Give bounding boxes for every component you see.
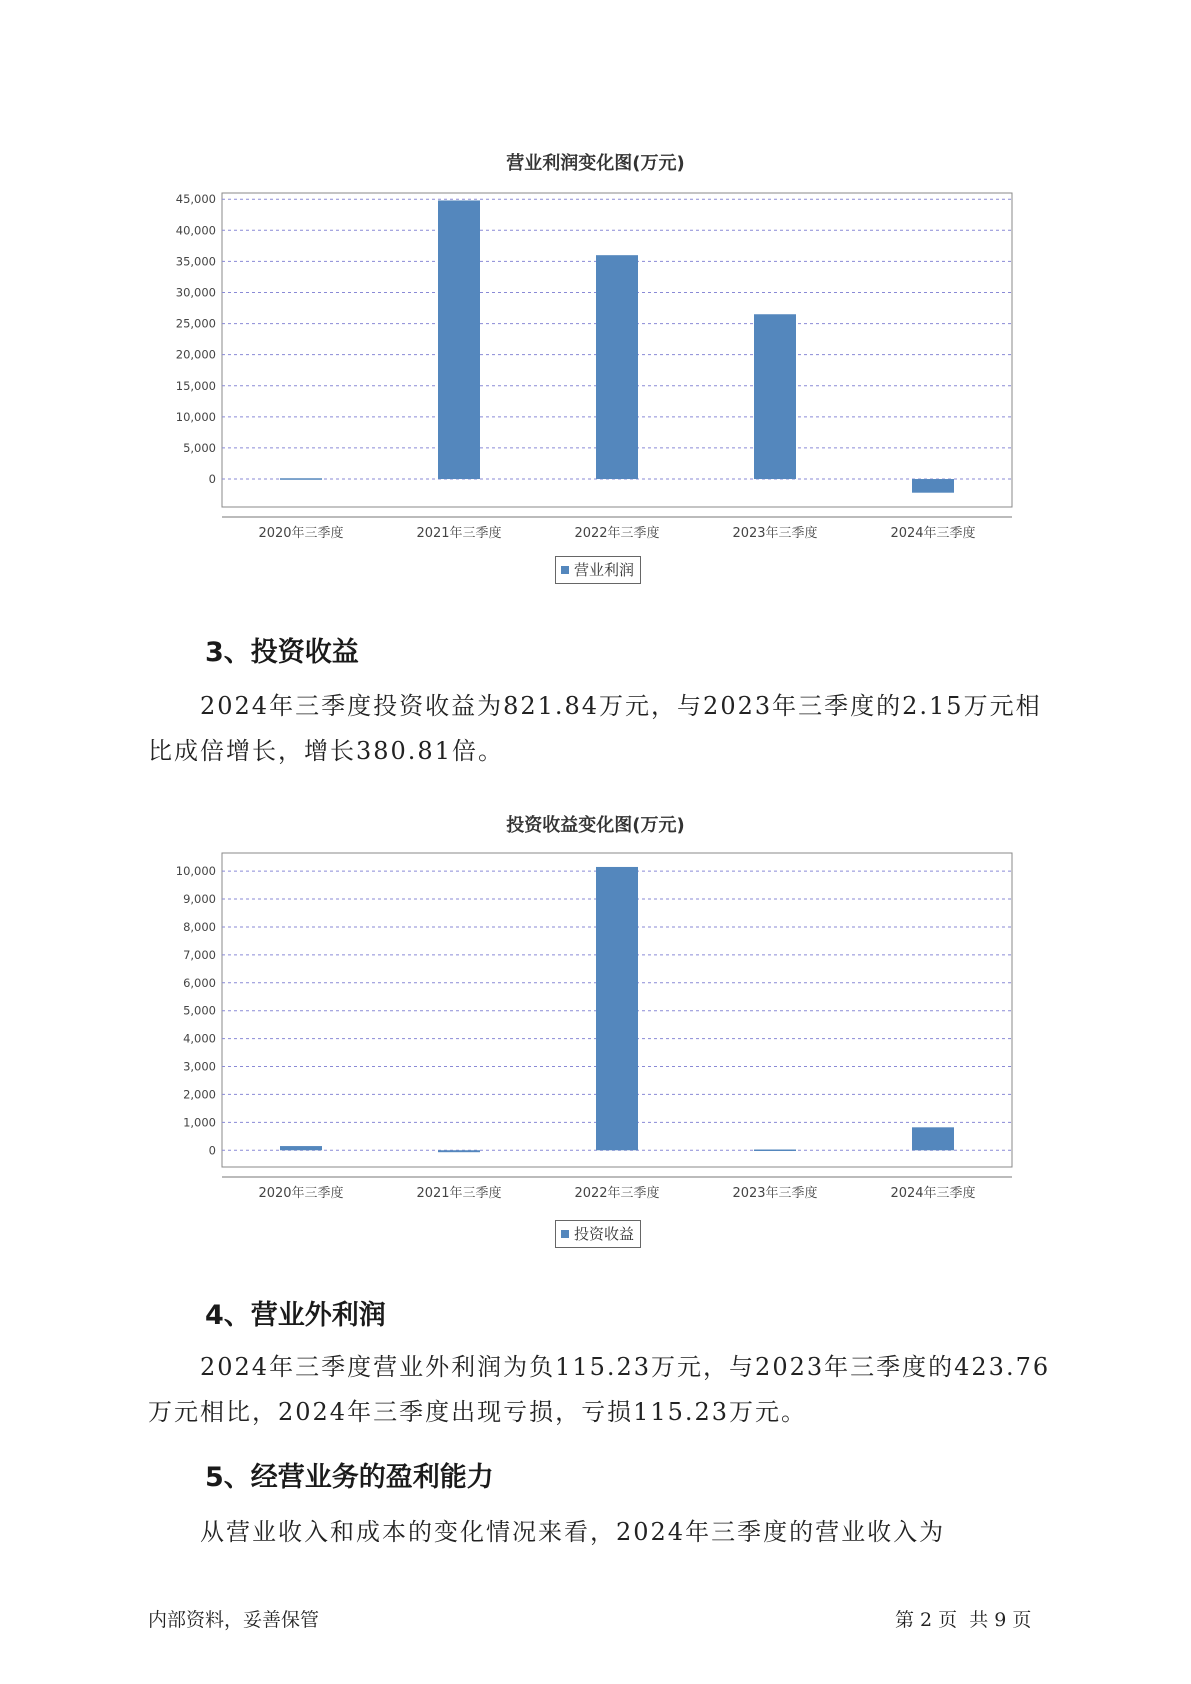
chart2-bar: [912, 1127, 954, 1150]
footer-left: 内部资料，妥善保管: [148, 1609, 320, 1631]
section4-heading: 4、营业外利润: [205, 1300, 386, 1331]
chart1-y-tick-label: 5,000: [183, 440, 216, 455]
chart2-y-tick-label: 8,000: [183, 919, 216, 934]
chart2-x-tick-label: 2022年三季度: [574, 1186, 660, 1201]
chart1-bar: [754, 314, 796, 479]
chart1-x-tick-label: 2023年三季度: [732, 526, 818, 541]
chart1-x-tick-label: 2024年三季度: [890, 526, 976, 541]
operating-profit-chart: [0, 185, 1191, 565]
section4-paragraph: 2024年三季度营业外利润为负115.23万元，与2023年三季度的423.76万元相比，2024年三季度出现亏损，亏损115.23万元。: [148, 1353, 1051, 1426]
chart1-y-tick-label: 25,000: [175, 316, 216, 331]
chart2-bar: [596, 867, 638, 1150]
chart1-y-tick-label: 20,000: [175, 347, 216, 362]
section5-heading: 5、经营业务的盈利能力: [205, 1462, 494, 1493]
chart1-legend-label: 营业利润: [574, 561, 635, 579]
section5-paragraph: 从营业收入和成本的变化情况来看，2024年三季度的营业收入为: [200, 1518, 946, 1546]
investment-income-chart: [0, 845, 1191, 1225]
chart1-y-tick-label: 10,000: [175, 409, 216, 424]
chart2-y-tick-label: 5,000: [183, 1003, 216, 1018]
chart1-y-tick-label: 15,000: [175, 378, 216, 393]
chart2-x-tick-label: 2021年三季度: [416, 1186, 502, 1201]
chart2-y-tick-label: 9,000: [183, 892, 216, 907]
legend-swatch: [561, 566, 569, 574]
legend-swatch: [561, 1230, 569, 1238]
chart1-x-tick-label: 2020年三季度: [258, 526, 344, 541]
chart2-x-tick-label: 2020年三季度: [258, 1186, 344, 1201]
chart2-y-tick-label: 6,000: [183, 975, 216, 990]
chart2-y-tick-label: 1,000: [183, 1115, 216, 1130]
footer-right: 第 2 页 共 9 页: [895, 1609, 1032, 1631]
chart1-bar: [912, 479, 954, 493]
chart2-x-tick-label: 2023年三季度: [732, 1186, 818, 1201]
chart1-y-tick-label: 40,000: [175, 223, 216, 238]
chart1-y-tick-label: 0: [208, 472, 216, 487]
chart2-legend-label: 投资收益: [574, 1225, 635, 1243]
chart1-y-tick-label: 35,000: [175, 254, 216, 269]
chart2-y-tick-label: 3,000: [183, 1059, 216, 1074]
chart2-legend: [555, 1220, 641, 1248]
chart2-bar: [754, 1150, 796, 1152]
chart1-legend: [555, 556, 641, 584]
chart2-title: 投资收益变化图(万元): [506, 815, 685, 836]
chart2-y-tick-label: 10,000: [175, 864, 216, 879]
chart2-y-tick-label: 2,000: [183, 1087, 216, 1102]
chart1-x-tick-label: 2022年三季度: [574, 526, 660, 541]
section3-heading: 3、投资收益: [205, 637, 359, 668]
chart2-y-tick-label: 7,000: [183, 947, 216, 962]
chart1-y-tick-label: 45,000: [175, 192, 216, 207]
section3-paragraph: 2024年三季度投资收益为821.84万元，与2023年三季度的2.15万元相比成倍增长，增长380.81倍。: [148, 692, 1042, 765]
chart1-bar: [280, 478, 322, 480]
chart1-x-tick-label: 2021年三季度: [416, 526, 502, 541]
chart2-y-tick-label: 4,000: [183, 1031, 216, 1046]
chart2-x-tick-label: 2024年三季度: [890, 1186, 976, 1201]
chart1-title: 营业利润变化图(万元): [506, 153, 685, 174]
chart1-bar: [438, 200, 480, 479]
chart1-bar: [596, 255, 638, 479]
chart2-bar: [438, 1150, 480, 1152]
chart1-y-tick-label: 30,000: [175, 285, 216, 300]
chart2-bar: [280, 1146, 322, 1150]
chart2-y-tick-label: 0: [208, 1143, 216, 1158]
